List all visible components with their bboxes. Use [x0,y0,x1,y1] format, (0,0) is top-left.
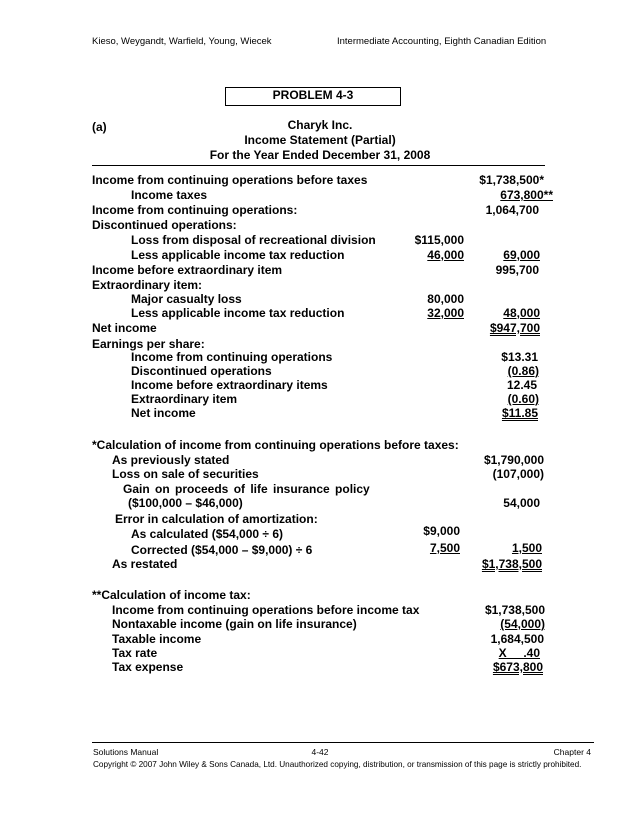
footer-right: Chapter 4 [553,747,591,757]
row-label: Income before extraordinary item [92,263,283,277]
row-mid-value: 32,000 [427,306,464,320]
footer-rule [92,742,594,743]
eps-label: Discontinued operations [131,364,272,378]
calc2-label: Nontaxable income (gain on life insurance) [112,617,357,631]
eps-value: (0.60) [507,392,539,406]
calc2-label: Income from continuing operations before income tax [112,603,420,617]
row-right-value: $947,700 [489,321,540,335]
calc2-heading: **Calculation of income tax: [92,588,251,602]
row-label: Income from continuing operations: [92,203,298,217]
calc1-label: Error in calculation of amortization: [115,512,318,526]
header-authors: Kieso, Weygandt, Warfield, Young, Wiecek [92,36,272,47]
calc2-label: Tax expense [112,660,184,674]
problem-title: PROBLEM 4-3 [272,88,354,102]
row-label: Income from continuing operations before taxes [92,173,368,187]
calc1-label: As calculated ($54,000 ÷ 6) [131,527,283,541]
calc2-value: $673,800 [492,660,543,674]
row-label: Discontinued operations: [92,218,237,232]
calc1-label: ($100,000 – $46,000) [128,496,243,510]
part-label: (a) [92,120,107,134]
calc1-value: $1,738,500 [481,557,542,571]
row-label: Loss from disposal of recreational division [131,233,376,247]
row-label: Major casualty loss [131,292,242,306]
calc1-value: 1,500 [511,541,542,555]
eps-label: Income before extraordinary items [131,378,328,392]
calc2-value: 1,684,500 [490,632,544,646]
eps-value: $13.31 [501,350,538,364]
row-right-value: $1,738,500* [479,173,544,187]
row-label: Less applicable income tax reduction [131,248,345,262]
calc2-value: X .40 [498,646,540,660]
row-right-value: 69,000 [503,248,540,262]
calc1-value: $1,790,000 [483,453,544,467]
eps-value: 12.45 [506,378,537,392]
calc1-heading: *Calculation of income from continuing operations before taxes: [92,438,459,452]
eps-label: Income from continuing operations [131,350,333,364]
calc1-label: As previously stated [112,453,230,467]
eps-heading: Earnings per share: [92,337,205,351]
calc1-label: Corrected ($54,000 – $9,000) ÷ 6 [131,543,313,557]
calc1-mid-value: 7,500 [429,541,460,555]
calc1-mid-value: $9,000 [423,524,460,538]
calc1-label: As restated [112,557,178,571]
row-mid-value: 80,000 [427,292,464,306]
header-book: Intermediate Accounting, Eighth Canadian Edition [337,36,547,47]
eps-label: Net income [131,406,196,420]
calc1-label: Loss on sale of securities [112,467,259,481]
calc2-value: (54,000) [500,617,545,631]
row-mid-value: $115,000 [414,233,464,247]
eps-label: Extraordinary item [131,392,238,406]
row-right-value: 1,064,700 [485,203,539,217]
calc2-label: Tax rate [112,646,158,660]
calc1-value: (107,000) [492,467,544,481]
calc1-label: Gain on proceeds of life insurance policy [123,482,370,496]
company-name: Charyk Inc. [287,118,353,132]
statement-name: Income Statement (Partial) [244,133,396,147]
footer-left: Solutions Manual [93,747,159,757]
eps-value: (0.86) [507,364,539,378]
row-label: Extraordinary item: [92,278,203,292]
row-mid-value: 46,000 [427,248,464,262]
row-label: Income taxes [131,188,208,202]
row-right-value: 673,800** [500,188,553,202]
row-right-value: 995,700 [495,263,539,277]
eps-value: $11.85 [501,406,538,420]
calc2-label: Taxable income [112,632,202,646]
calc2-value: $1,738,500 [484,603,545,617]
footer-copyright: Copyright © 2007 John Wiley & Sons Canada, Ltd. Unauthorized copying, distribution, or transmission of this page is strictly prohibited. [93,760,582,769]
row-label: Less applicable income tax reduction [131,306,345,320]
statement-period: For the Year Ended December 31, 2008 [209,148,431,162]
heading-rule [92,165,545,166]
row-label: Net income [92,321,157,335]
calc1-value: 54,000 [503,496,540,510]
footer-center: 4-42 [311,747,329,757]
row-right-value: 48,000 [503,306,540,320]
